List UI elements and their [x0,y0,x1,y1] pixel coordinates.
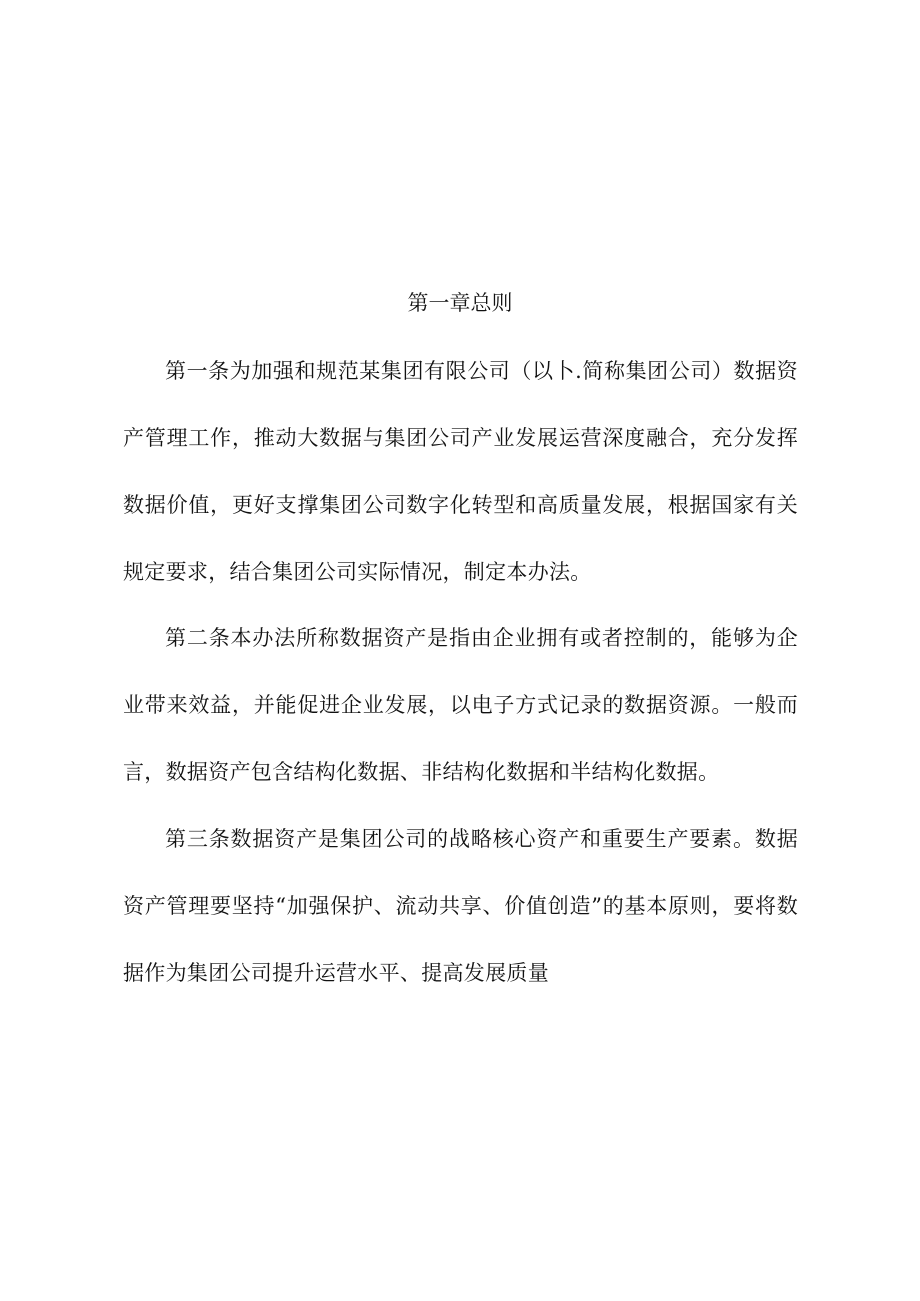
article-3-paragraph: 第三条数据资产是集团公司的战略核心资产和重要生产要素。数据资产管理要坚持“加强保护、流动共享、价值创造”的基本原则，要将数据作为集团公司提升运营水平、提高发展质量 [123,827,798,985]
article-1-paragraph: 第一条为加强和规范某集团有限公司（以卜.简称集团公司）数据资产管理工作，推动大数据与集团公司产业发展运营深度融合，充分发挥数据价值，更好支撑集团公司数字化转型和高质量发展，根据国家有关规定要求，结合集团公司实际情况，制定本办法。 [123,359,798,584]
article-2-paragraph: 第二条本办法所称数据资产是指由企业拥有或者控制的，能够为企业带来效益，并能促进企业发展，以电子方式记录的数据资源。一般而言，数据资产包含结构化数据、非结构化数据和半结构化数据。 [123,626,798,784]
chapter-title: 第一章总则 [407,291,513,315]
